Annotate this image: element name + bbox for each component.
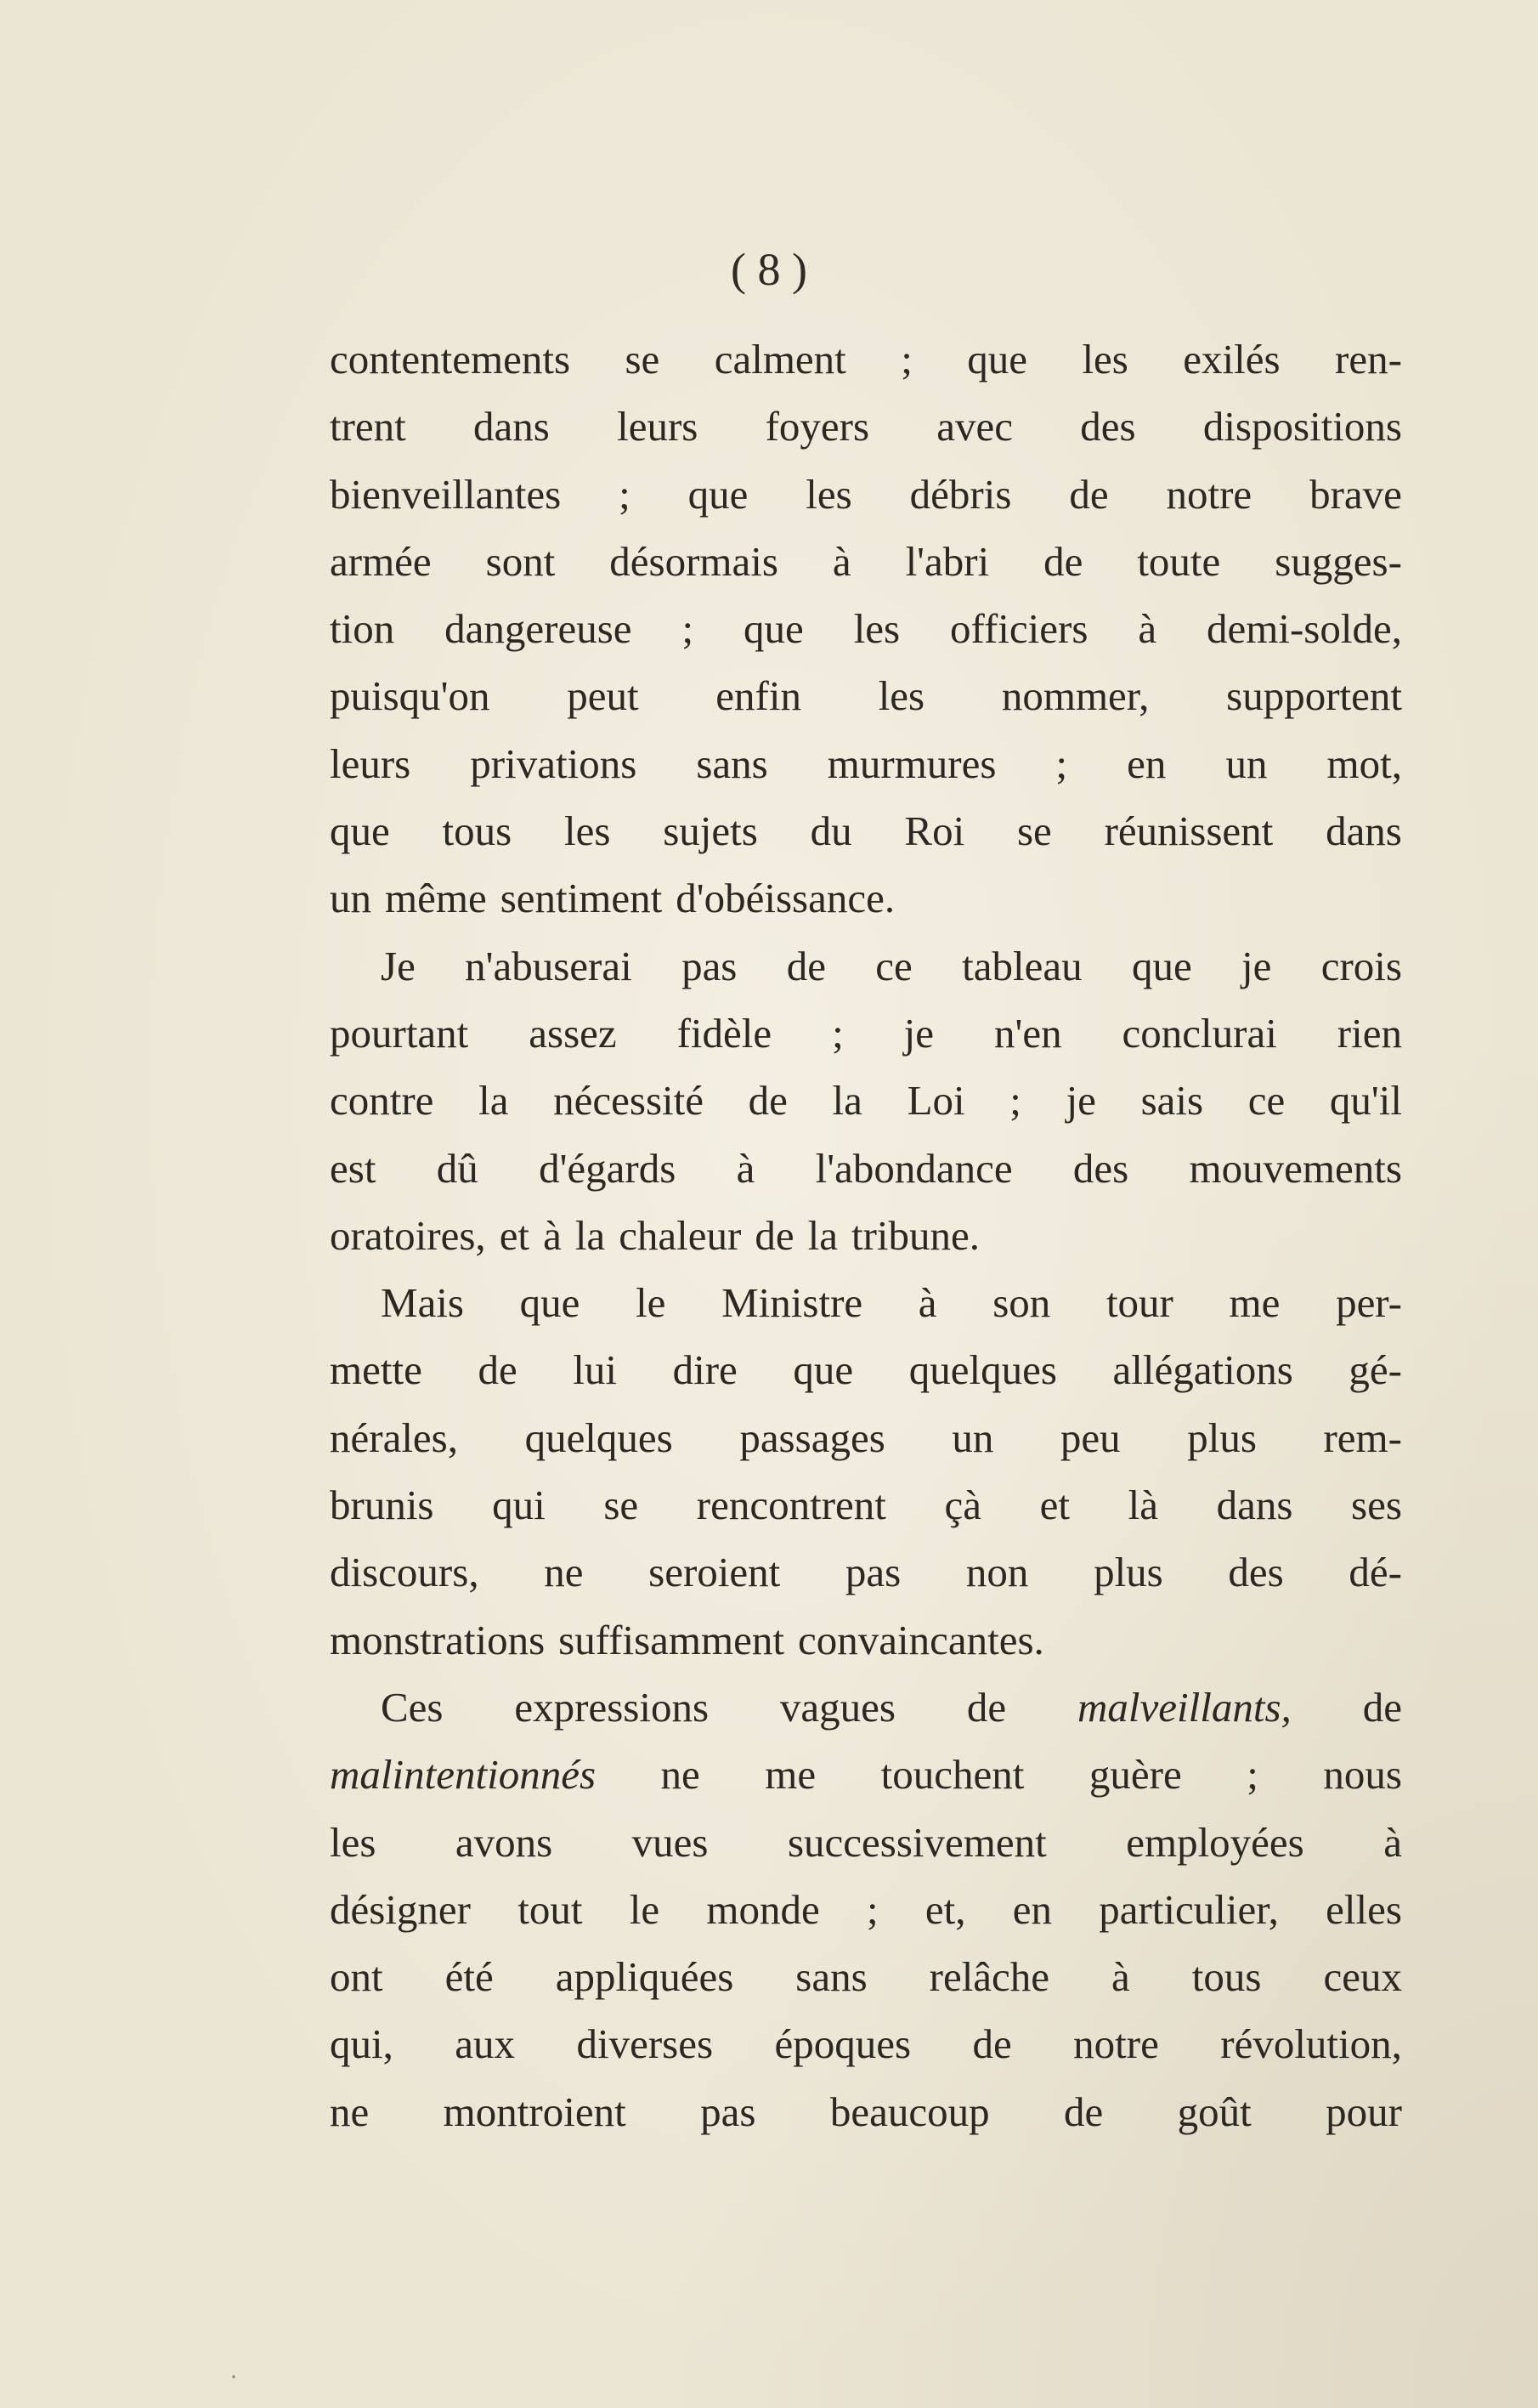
text-line: malintentionnés ne me touchent guère ; nous (330, 1751, 1402, 1799)
text-line: que tous les sujets du Roi se réunissent dans (330, 807, 1402, 855)
text-line: armée sont désormais à l'abri de toute sugges- (330, 537, 1402, 585)
text-line: désigner tout le monde ; et, en particulier, elles (330, 1885, 1402, 1933)
text-line: pourtant assez fidèle ; je n'en conclurai rien (330, 1009, 1402, 1057)
margin-smudge: · (229, 2363, 238, 2391)
text-line: trent dans leurs foyers avec des dispositions (330, 403, 1402, 450)
text-line: brunis qui se rencontrent çà et là dans ses (330, 1482, 1402, 1529)
text-line: un même sentiment d'obéissance. (330, 875, 896, 922)
text-line: contentements se calment ; que les exilés ren- (330, 336, 1402, 382)
text-line: oratoires, et à la chaleur de la tribune. (330, 1211, 981, 1259)
paragraph (330, 326, 1402, 932)
paragraph (330, 1674, 1402, 2145)
text-line: contre la nécessité de la Loi ; je sais ce qu'il (330, 1077, 1402, 1125)
text-line: discours, ne seroient pas non plus des dé- (330, 1549, 1402, 1596)
text-line: les avons vues successivement employées à (330, 1818, 1402, 1866)
text-line: Je n'abuserai pas de ce tableau que je crois (381, 942, 1402, 989)
text-line: est dû d'égards à l'abondance des mouvements (330, 1144, 1402, 1192)
text-line: nérales, quelques passages un peu plus rem- (330, 1414, 1402, 1461)
text-line: leurs privations sans murmures ; en un mot, (330, 739, 1402, 787)
paragraph (330, 1269, 1402, 1674)
paragraph (330, 932, 1402, 1269)
text-line: ne montroient pas beaucoup de goût pour (330, 2088, 1402, 2135)
text-line: monstrations suffisamment convaincantes. (330, 1616, 1044, 1663)
text-line: mette de lui dire que quelques allégations gé- (330, 1346, 1402, 1394)
text-line: qui, aux diverses époques de notre révolution, (330, 2020, 1402, 2068)
text-line: puisqu'on peut enfin les nommer, supportent (330, 672, 1402, 720)
text-line: tion dangereuse ; que les officiers à demi-solde, (330, 605, 1402, 653)
text-line: ont été appliquées sans relâche à tous ceux (330, 1953, 1402, 2001)
text-line: Mais que le Ministre à son tour me per- (381, 1279, 1402, 1327)
body-text (330, 326, 1402, 2145)
page-number: ( 8 ) (731, 244, 807, 295)
text-line: Ces expressions vagues de malveillants, de (381, 1683, 1402, 1731)
text-line: bienveillantes ; que les débris de notre brave (330, 470, 1402, 518)
